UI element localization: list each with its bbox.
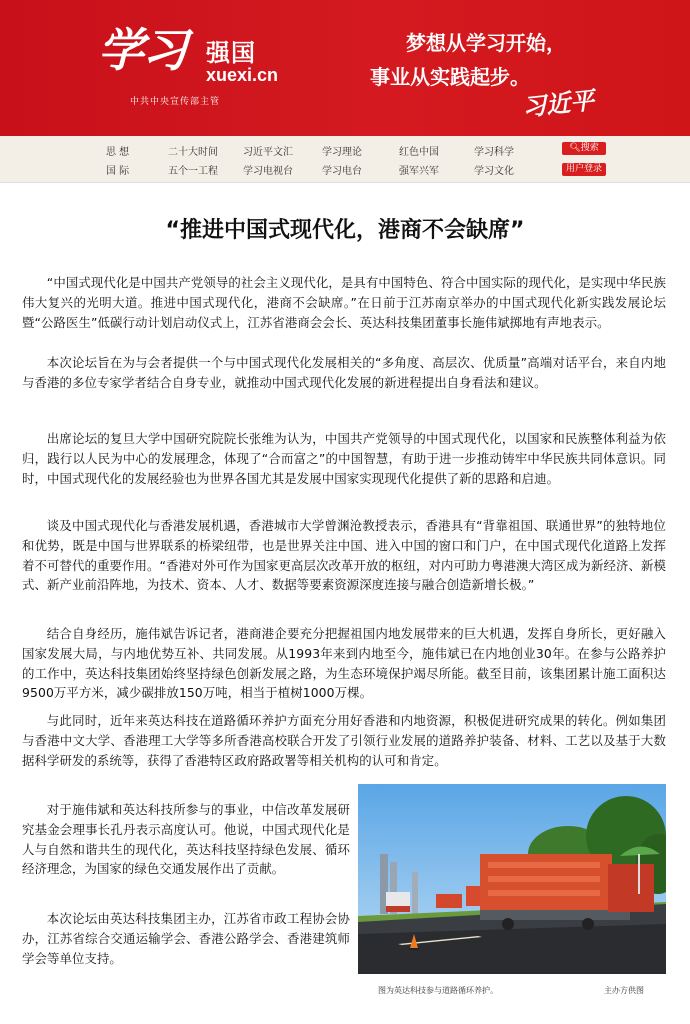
logo-strong: 强国: [206, 39, 256, 67]
nav-item-hongse[interactable]: 红色中国: [399, 147, 439, 158]
search-button[interactable]: [562, 142, 606, 155]
paragraph-1: “中国式现代化是中国共产党领导的社会主义现代化，是具有中国特色、符合中国实际的现代化，是实现中华民族伟大复兴的光明大道。推进中国式现代化，港商不会缺席。”在日前于江苏南京举办的中国式现代化新实践发展论坛暨“公路医生”低碳行动计划启动仪式上，江苏省港商会会长、英达科技集团董事长施伟斌掷地有声地表示。: [22, 275, 666, 330]
paragraph-5: 结合自身经历，施伟斌告诉记者，港商港企要充分把握祖国内地发展带来的巨大机遇，发挥自身所长，更好融入国家发展大局，与内地优势互补、共同发展。从1993年来到内地至今，施伟斌已在内地创业30年。在参与公路养护的工作中，英达科技集团始终坚持绿色创新发展之路，为生态环境保护竭尽所能。截至目前，该集团累计施工面积达9500万平方米，减少碳排放150万吨，相当于植树1000万棵。: [22, 626, 666, 701]
signature: 习近平: [520, 85, 596, 122]
search-icon: 🔍︎: [569, 143, 581, 153]
paragraph-4: 谈及中国式现代化与香港发展机遇，香港城市大学曾渊沧教授表示，香港具有“背靠祖国、联通世界”的独特地位和优势，既是中国与世界联系的桥梁纽带，也是世界关注中国、进入中国的窗口和门户，在中国式现代化道路上发挥着不可替代的重要作用。“香港对外可作为国家更高层次改革开放的枢纽，对内可助力粤港澳大湾区成为新经济、新模式、新产业前沿阵地，为技术、资本、人才、数据等要素资源深度连接与融合创造新增长极。”: [22, 518, 666, 593]
logo-text[interactable]: [206, 40, 278, 84]
nav-item-wenhui[interactable]: 习近平文汇: [243, 147, 293, 158]
nav-item-wenhua[interactable]: 学习文化: [474, 166, 514, 177]
road-maintenance-photo: [358, 784, 666, 974]
logo-xuexi[interactable]: 学习: [98, 23, 186, 77]
nav-item-sixiang[interactable]: 思 想: [106, 147, 130, 158]
nav-item-wugeyi[interactable]: 五个一工程: [168, 166, 218, 177]
slogan-line-1: 梦想从学习开始，: [406, 31, 566, 55]
slogan: [370, 26, 566, 94]
photo-credit: 主办方供图: [604, 986, 644, 995]
nav-bar: [0, 136, 690, 183]
article-title: “推进中国式现代化，港商不会缺席”: [165, 218, 525, 243]
nav-item-dianshitai[interactable]: 学习电视台: [243, 166, 293, 177]
nav-item-lilun[interactable]: 学习理论: [322, 147, 362, 158]
paragraph-8: 本次论坛由英达科技集团主办，江苏省市政工程协会协办，江苏省综合交通运输学会、香港公路学会、香港建筑师学会等单位支持。: [22, 911, 350, 966]
nav-item-ershida[interactable]: 二十大时间: [168, 147, 218, 158]
nav-item-guoji[interactable]: 国 际: [106, 166, 130, 177]
paragraph-7: 对于施伟斌和英达科技所参与的事业，中信改革发展研究基金会理事长孔丹表示高度认可。他说，中国式现代化是人与自然和谐共生的现代化，英达科技坚持绿色发展、循环经济理念，为国家的绿色交通发展作出了贡献。: [22, 802, 350, 877]
slogan-line-2: 事业从实践起步。: [370, 65, 530, 89]
nav-item-diantai[interactable]: 学习电台: [322, 166, 362, 177]
logo-subtitle: 中共中央宣传部主管: [130, 97, 221, 107]
paragraph-6: 与此同时，近年来英达科技在道路循环养护方面充分用好香港和内地资源，积极促进研究成果的转化。例如集团与香港中文大学、香港理工大学等多所香港高校联合开发了引领行业发展的道路养护装备、材料、工艺以及基于大数据科学研发的系统等，获得了香港特区政府路政署等相关机构的认可和肯定。: [22, 713, 666, 768]
paragraph-2: 本次论坛旨在为与会者提供一个与中国式现代化发展相关的“多角度、高层次、优质量”高端对话平台，来自内地与香港的多位专家学者结合自身专业，就推动中国式现代化发展的新进程提出自身看法和建议。: [22, 355, 666, 390]
search-label: 搜索: [580, 143, 599, 153]
nav-item-kexue[interactable]: 学习科学: [474, 147, 514, 158]
logo-url: xuexi.cn: [206, 65, 279, 85]
site-header: [0, 0, 690, 136]
nav-item-qiangjun[interactable]: 强军兴军: [399, 166, 439, 177]
login-button[interactable]: 用户登录: [562, 163, 606, 176]
paragraph-3: 出席论坛的复旦大学中国研究院院长张维为认为，中国共产党领导的中国式现代化，以国家和民族整体利益为依归，践行以人民为中心的发展理念，体现了“合而富之”的中国智慧，有助于进一步推动铸牢中华民族共同体意识。同时，中国式现代化的发展经验也为世界各国尤其是发展中国家实现现代化提供了新的思路和启迪。: [22, 431, 666, 486]
photo-caption: 图为英达科技参与道路循环养护。: [378, 986, 498, 995]
